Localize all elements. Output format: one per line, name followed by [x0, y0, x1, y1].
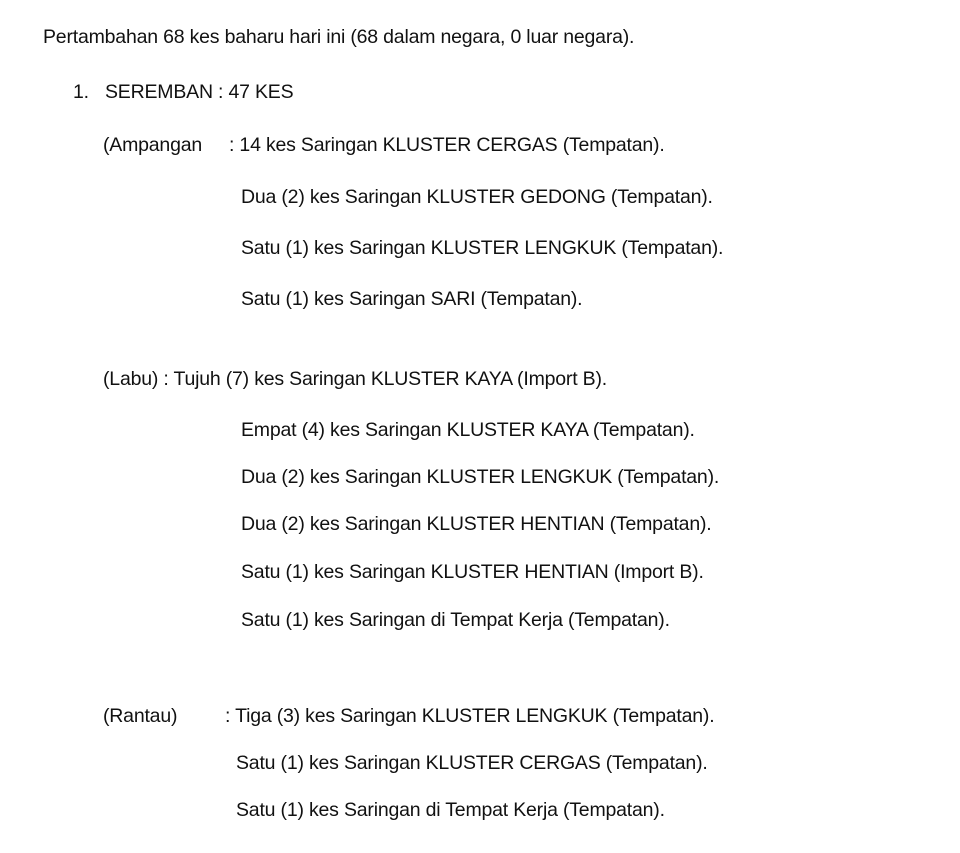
district-number: 1.	[73, 81, 89, 103]
area-label-labu: (Labu) : Tujuh (7) kes Saringan KLUSTER KAYA (Import B).	[103, 368, 607, 390]
case-line: Satu (1) kes Saringan KLUSTER LENGKUK (Tempatan).	[241, 237, 724, 259]
area-label-rantau: (Rantau)	[103, 705, 178, 727]
area-label-ampangan: (Ampangan	[103, 134, 203, 156]
case-line: : Tiga (3) kes Saringan KLUSTER LENGKUK (Tempatan).	[225, 705, 715, 727]
case-line: Satu (1) kes Saringan di Tempat Kerja (Tempatan).	[241, 609, 670, 631]
case-line: Empat (4) kes Saringan KLUSTER KAYA (Tempatan).	[241, 419, 695, 441]
case-line: Satu (1) kes Saringan SARI (Tempatan).	[241, 288, 583, 310]
case-line: Dua (2) kes Saringan KLUSTER LENGKUK (Tempatan).	[241, 466, 720, 488]
case-line: Satu (1) kes Saringan KLUSTER CERGAS (Tempatan).	[236, 752, 708, 774]
case-line: Dua (2) kes Saringan KLUSTER GEDONG (Tempatan).	[241, 186, 713, 208]
intro-text: Pertambahan 68 kes baharu hari ini (68 dalam negara, 0 luar negara).	[43, 26, 635, 48]
case-line: : 14 kes Saringan KLUSTER CERGAS (Tempatan).	[229, 134, 665, 156]
case-line: Satu (1) kes Saringan KLUSTER HENTIAN (Import B).	[241, 561, 704, 583]
district-heading: SEREMBAN : 47 KES	[105, 81, 294, 103]
case-line: Satu (1) kes Saringan di Tempat Kerja (Tempatan).	[236, 799, 665, 821]
case-line: Dua (2) kes Saringan KLUSTER HENTIAN (Tempatan).	[241, 513, 712, 535]
